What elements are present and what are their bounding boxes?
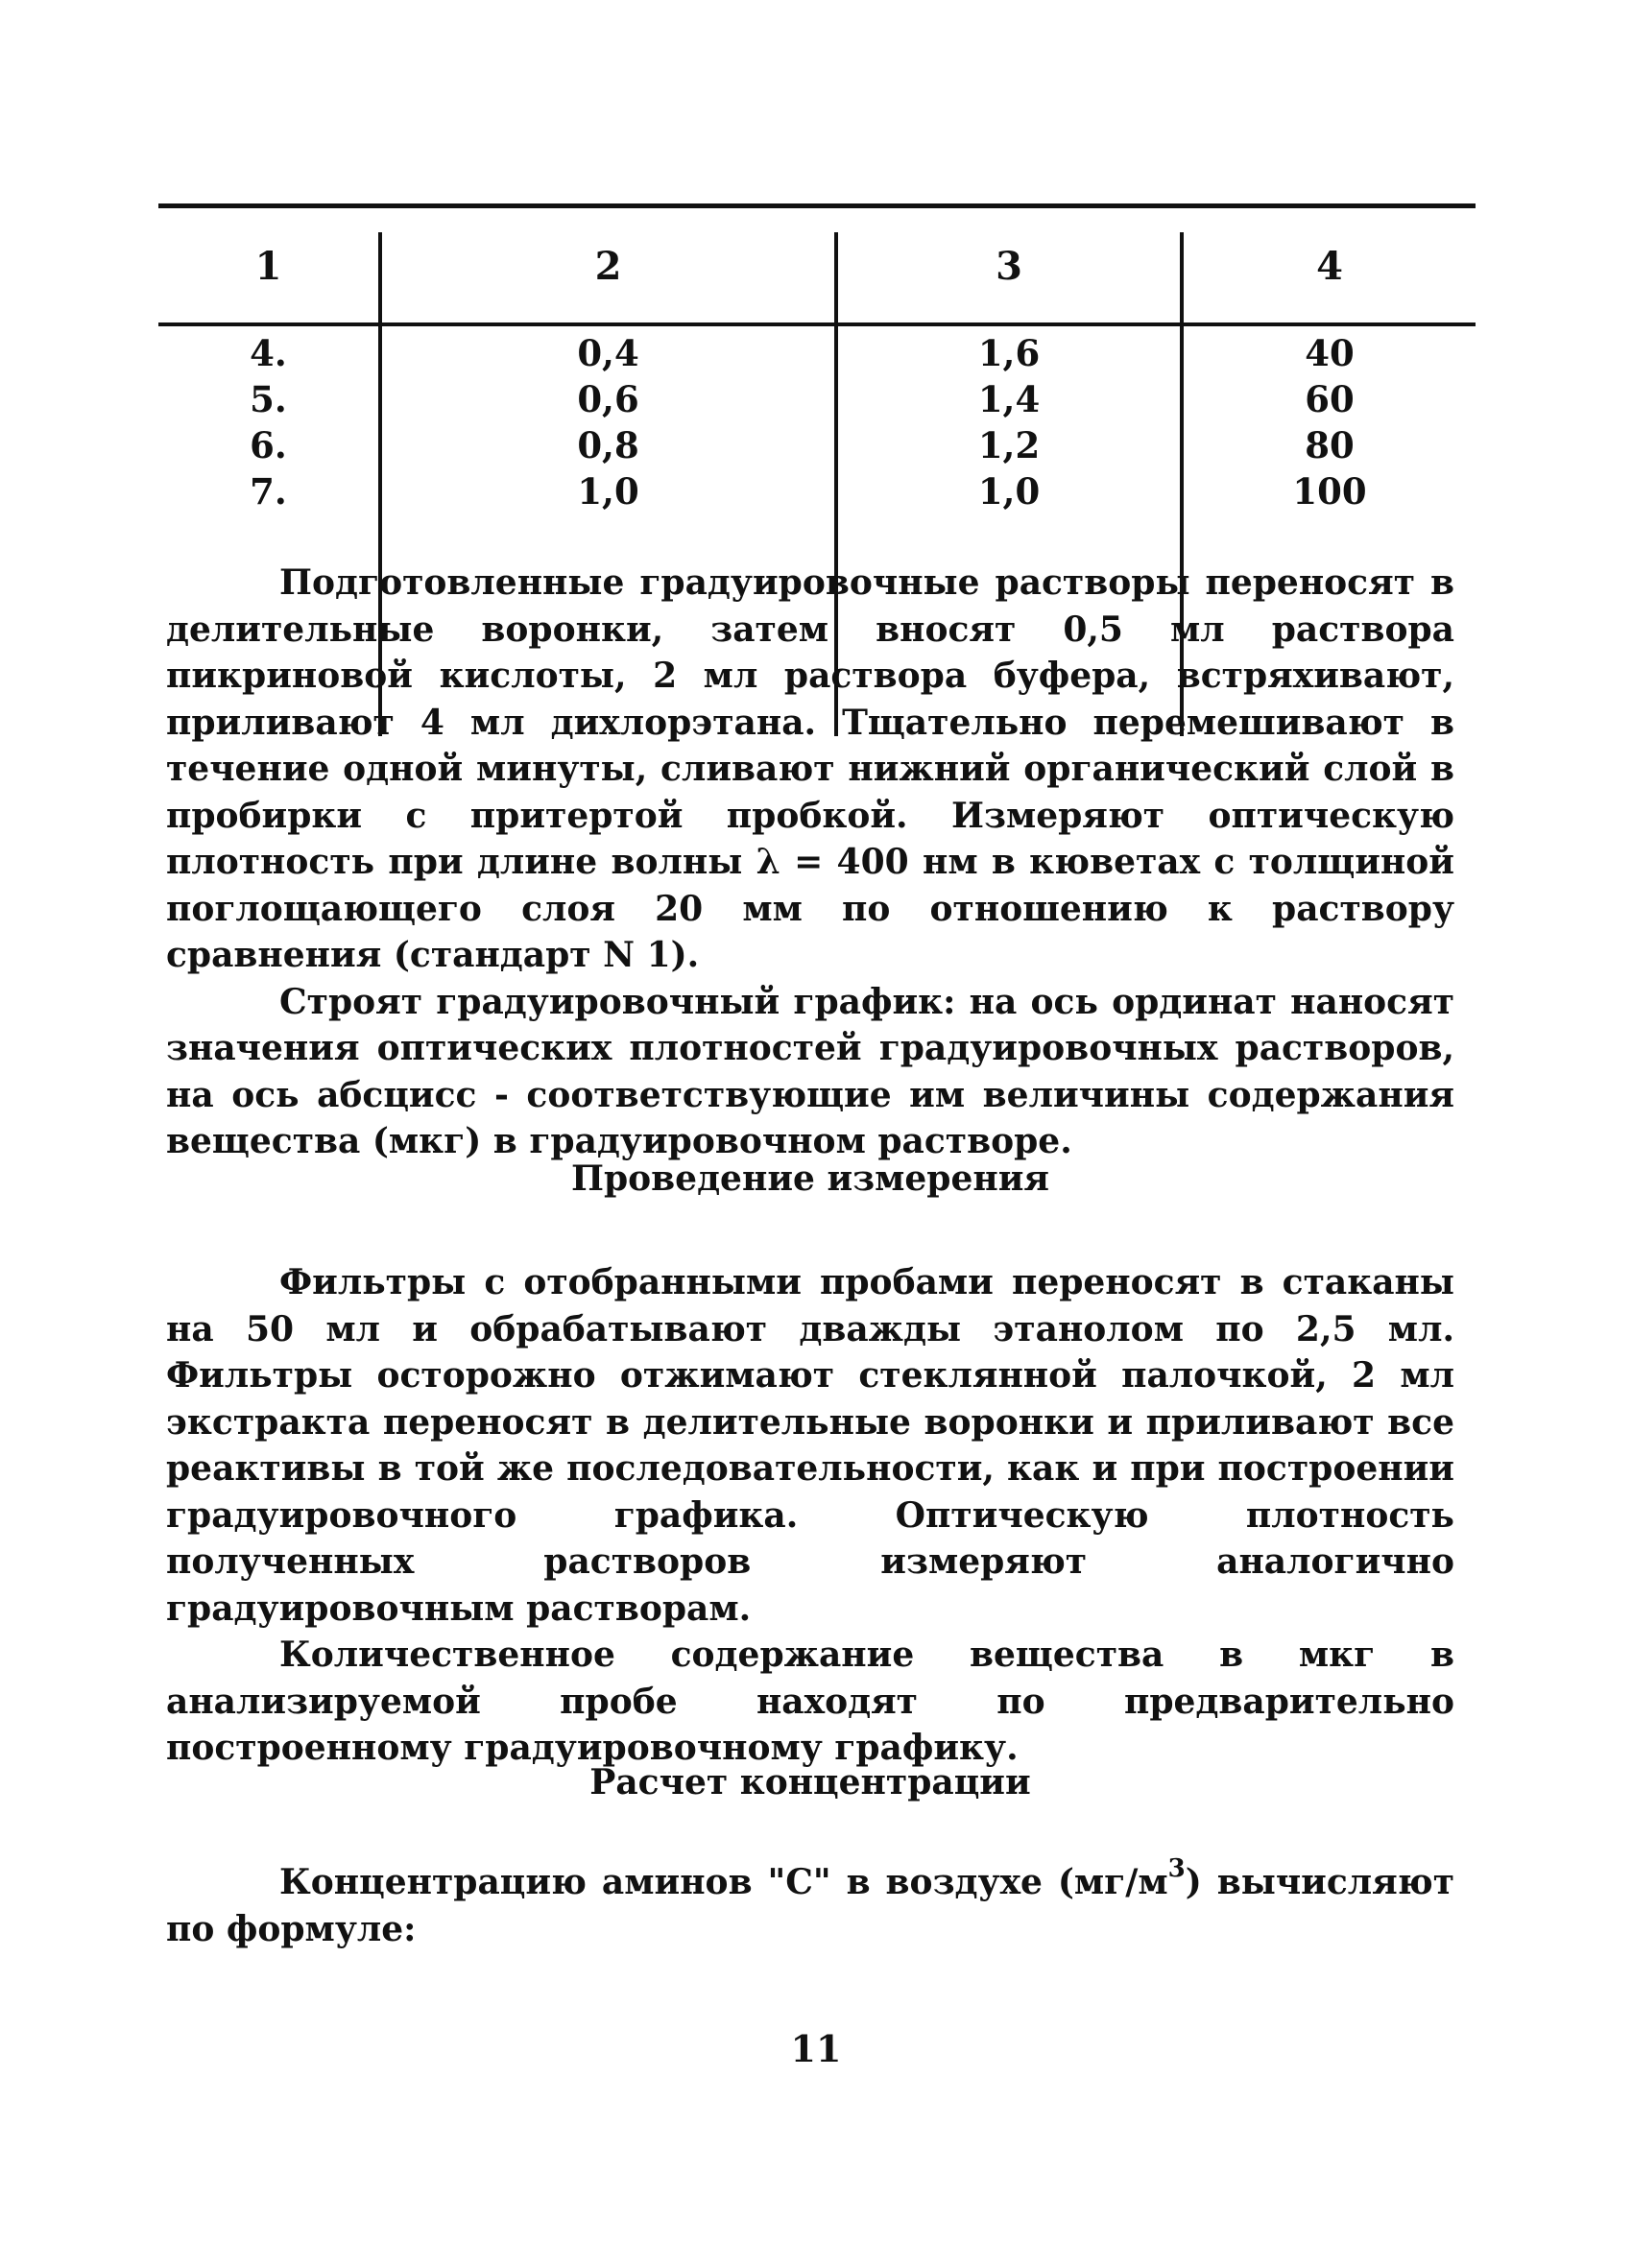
table-cell: 5.	[250, 378, 287, 420]
paragraph-quantitative-content: Количественное содержание вещества в мкг в анализируемой пробе находят по предварительно построенному градуировочному графику.	[166, 1635, 1454, 1768]
formula-intro-text: Концентрацию аминов "С" в воздухе (мг/м	[279, 1862, 1168, 1902]
paragraph-concentration-formula	[166, 1854, 1454, 1952]
paragraph-filters-procedure: Фильтры с отобранными пробами переносят в стаканы на 50 мл и обрабатывают дважды этанолом по 2,5 мл. Фильтры осторожно отжимают стеклянной палочкой, 2 мл экстракта переносят в делительные воронки и приливают все реактивы в той же последовательности, как и при построении градуировочного графика. Оптическую плотность полученных растворов измеряют аналогично градуировочным растворам.	[166, 1262, 1454, 1629]
measurement-text	[166, 1259, 1454, 1772]
table-row	[158, 330, 1476, 376]
table-cell: 0,8	[577, 424, 639, 466]
table-cell: 0,6	[577, 378, 639, 420]
table-cell: 1,4	[977, 378, 1041, 420]
table-cell: 4.	[250, 332, 287, 374]
paragraph-prepared-solutions: Подготовленные градуировочные растворы переносят в делительные воронки, затем вносят 0,5 мл раствора пикриновой кислоты, 2 мл раствора буфера, встряхивают, приливают 4 мл дихлорэтана. Тщательно перемешивают в течение одной минуты, сливают нижний органический слой в пробирки с притертой пробкой. Измеряют оптическую плотность при длине волны λ = 400 нм в кюветах с толщиной поглощающего слоя 20 мм по отношению к раствору сравнения (стандарт N 1).	[166, 562, 1454, 975]
table-row	[158, 376, 1476, 422]
table-cell: 60	[1305, 378, 1355, 420]
table-cell: 1,0	[577, 470, 639, 513]
table-header-cell: 3	[996, 244, 1022, 289]
table-cell: 100	[1292, 470, 1367, 513]
table-header-cell: 4	[1316, 244, 1343, 289]
table-cell: 6.	[250, 424, 287, 466]
table-header-rule	[158, 322, 1476, 326]
table-cell: 7.	[250, 470, 287, 513]
table-header-cell: 1	[254, 244, 282, 289]
table-top-rule	[158, 203, 1476, 208]
table-cell: 1,2	[977, 424, 1041, 466]
table-cell: 0,4	[577, 332, 639, 374]
calculation-text	[166, 1854, 1454, 1952]
preparation-text	[166, 560, 1454, 1165]
table-cell: 40	[1305, 332, 1355, 374]
table-row	[158, 468, 1476, 514]
formula-intro-tail: ) вычисляют по формуле:	[166, 1862, 1454, 1949]
heading-measurement: Проведение измерения	[570, 1158, 1050, 1199]
table-header-cell: 2	[594, 244, 622, 289]
heading-calculation: Расчет концентрации	[589, 1762, 1031, 1802]
cubic-superscript: 3	[1167, 1854, 1186, 1883]
table-cell: 1,0	[977, 470, 1041, 513]
table-cell: 80	[1305, 424, 1355, 466]
table-body	[158, 330, 1476, 514]
table-row	[158, 422, 1476, 468]
paragraph-calibration-graph: Строят градуировочный график: на ось ординат наносят значения оптических плотностей градуировочных растворов, на ось абсцисс - соответствующие им величины содержания вещества (мкг) в градуировочном растворе.	[166, 981, 1454, 1161]
page-number: 11	[790, 2027, 842, 2070]
table-cell: 1,6	[977, 332, 1041, 374]
